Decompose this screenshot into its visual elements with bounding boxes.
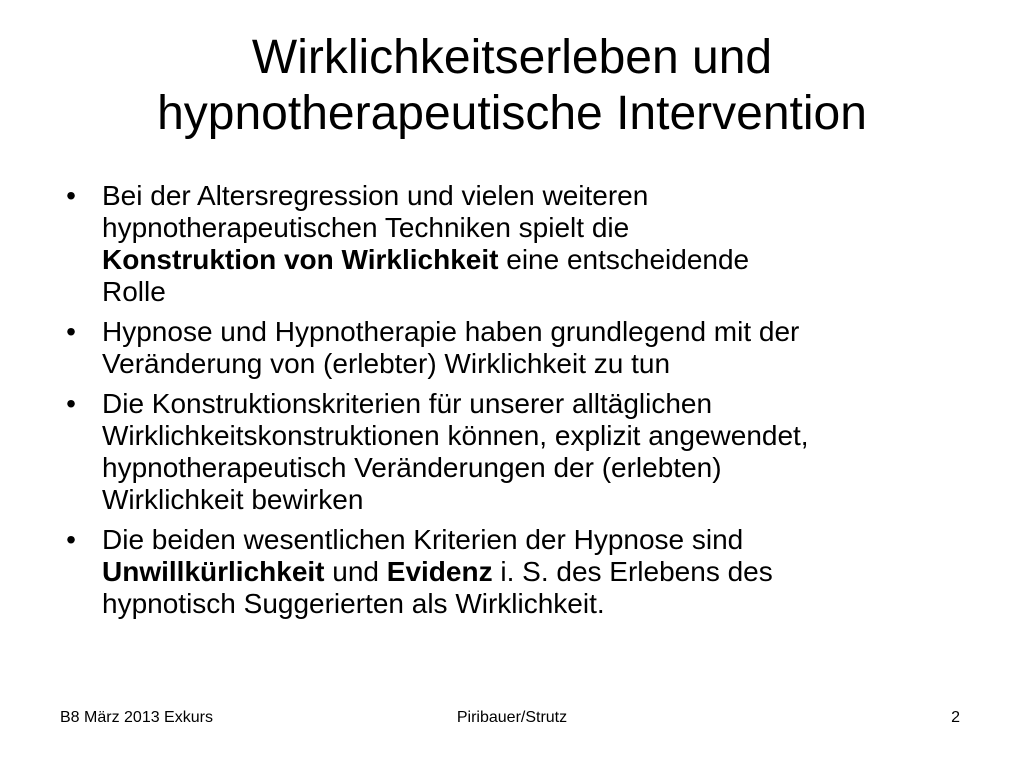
bullet-1-emphasis: Konstruktion von Wirklichkeit [102, 244, 499, 275]
bullet-icon: • [66, 316, 76, 347]
bullet-item-4 [56, 524, 976, 620]
bullet-4-line-3: hypnotisch Suggerierten als Wirklichkeit. [102, 588, 605, 619]
bullet-4-emphasis-2: Evidenz [386, 556, 493, 587]
bullet-icon: • [66, 180, 76, 211]
bullet-1-line-1: Bei der Altersregression und vielen weiteren [102, 180, 649, 211]
bullet-item-1 [56, 180, 976, 308]
footer-authors: Piribauer/Strutz [456, 709, 568, 726]
bullet-2-line-2: Veränderung von (erlebter) Wirklichkeit zu tun [102, 348, 671, 379]
slide-title-line-2: hypnotherapeutische Intervention [157, 87, 867, 140]
bullet-2-line-1: Hypnose und Hypnotherapie haben grundlegend mit der [102, 316, 800, 347]
bullet-4-line-2-text-1: und [324, 556, 387, 587]
bullet-4-line-2-text-2: i. S. des Erlebens des [492, 556, 773, 587]
slide-number: 2 [951, 709, 960, 726]
bullet-1-line-2: hypnotherapeutischen Techniken spielt die [102, 212, 630, 243]
bullet-3-line-1: Die Konstruktionskriterien für unserer alltäglichen [102, 388, 713, 419]
footer-date: B8 März 2013 Exkurs [60, 709, 213, 726]
bullet-item-2 [56, 316, 976, 380]
bullet-3-line-2: Wirklichkeitskonstruktionen können, explizit angewendet, [102, 420, 809, 451]
bullet-3-line-3: hypnotherapeutisch Veränderungen der (erlebten) [102, 452, 722, 483]
bullet-3-line-4: Wirklichkeit bewirken [102, 484, 364, 515]
bullet-list [56, 180, 976, 628]
bullet-icon: • [66, 524, 76, 555]
bullet-4-line-2 [102, 556, 976, 588]
bullet-1-line-3 [102, 244, 976, 276]
slide-title-line-1: Wirklichkeitserleben und [251, 31, 773, 84]
bullet-4-emphasis-1: Unwillkürlichkeit [102, 556, 325, 587]
bullet-1-line-4: Rolle [102, 276, 166, 307]
bullet-4-line-1: Die beiden wesentlichen Kriterien der Hypnose sind [102, 524, 744, 555]
slide-title [0, 30, 1024, 142]
bullet-icon: • [66, 388, 76, 419]
bullet-1-line-3-text: eine entscheidende [498, 244, 750, 275]
bullet-item-3 [56, 388, 976, 516]
